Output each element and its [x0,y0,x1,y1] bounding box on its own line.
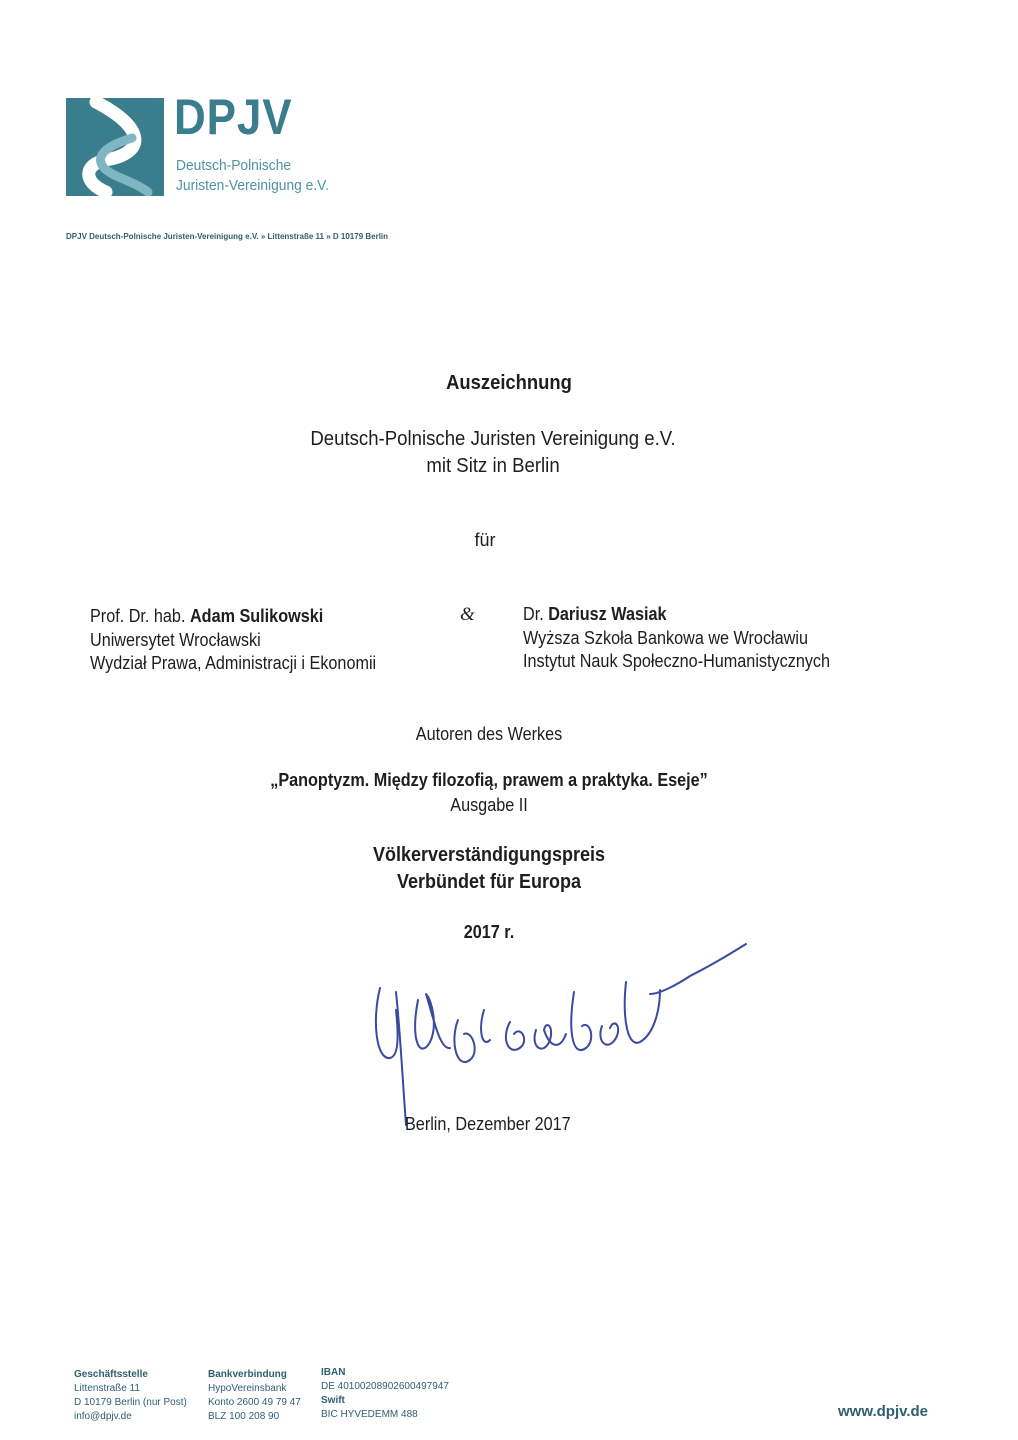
footer-iban-heading: IBAN [321,1367,346,1378]
organization-line2: mit Sitz in Berlin [426,455,560,477]
footer-office-heading: Geschäftsstelle [74,1369,148,1380]
footer-swift-heading: Swift [321,1395,345,1406]
website-link[interactable]: www.dpjv.de [838,1403,929,1420]
certificate-title: Auszeichnung [446,372,572,394]
ampersand: & [460,604,475,625]
footer-iban-swift [321,1366,449,1422]
logo-abbreviation: DPJV [174,89,293,145]
dpjv-logo-icon [66,98,164,196]
place-and-date: Berlin, Dezember 2017 [405,1114,571,1134]
footer-swift-value: BIC HYVEDEMM 488 [321,1409,418,1420]
footer-bank-name: HypoVereinsbank [208,1383,287,1394]
handwritten-signature [360,930,760,1130]
recipient-1 [90,605,376,676]
logo-name-line2: Juristen-Vereinigung e.V. [176,177,329,194]
logo-organization-name [176,156,329,196]
recipient-1-name-line [90,605,376,629]
recipient-2-prefix: Dr. [523,604,544,624]
logo-name-line1: Deutsch-Polnische [176,157,292,174]
edition: Ausgabe II [450,795,528,815]
footer-bank-code: BLZ 100 208 90 [208,1411,280,1422]
footer-office [74,1368,187,1424]
recipient-1-prefix: Prof. Dr. hab. [90,606,186,626]
work-title: „Panoptyzm. Między filozofią, prawem a praktyka. Eseje” [270,770,708,790]
recipient-1-university: Uniwersytet Wrocławski [90,629,261,650]
footer-office-email[interactable]: info@dpjv.de [74,1411,132,1422]
for-label: für [474,530,496,550]
footer-office-city: D 10179 Berlin (nur Post) [74,1397,187,1408]
footer-office-street: Littenstraße 11 [74,1383,140,1394]
footer-iban-value: DE 40100208902600497947 [321,1381,449,1392]
prize-name-line1: Völkerverständigungspreis [372,844,606,866]
recipient-2-name-line [523,603,830,627]
prize-name-line2: Verbündet für Europa [396,871,582,893]
recipient-2-institute: Instytut Nauk Społeczno-Humanistycznych [523,651,831,671]
footer-bank-heading: Bankverbindung [208,1369,287,1380]
recipient-2-university: Wyższa Szkoła Bankowa we Wrocławiu [523,627,808,648]
sender-address-line: DPJV Deutsch-Polnische Juristen-Vereinigung e.V. » Littenstraße 11 » D 10179 Berlin [66,232,389,241]
recipient-2-name: Dariusz Wasiak [548,604,667,624]
footer-bank-account: Konto 2600 49 79 47 [208,1397,301,1408]
footer-bank [208,1368,301,1424]
authors-label: Autoren des Werkes [415,724,563,744]
award-year: 2017 r. [463,922,515,942]
recipient-1-name: Adam Sulikowski [189,606,324,626]
recipient-1-faculty: Wydział Prawa, Administracji i Ekonomii [90,653,377,673]
organization-line1: Deutsch-Polnische Juristen Vereinigung e.V. [310,428,676,450]
recipient-2 [523,603,830,674]
